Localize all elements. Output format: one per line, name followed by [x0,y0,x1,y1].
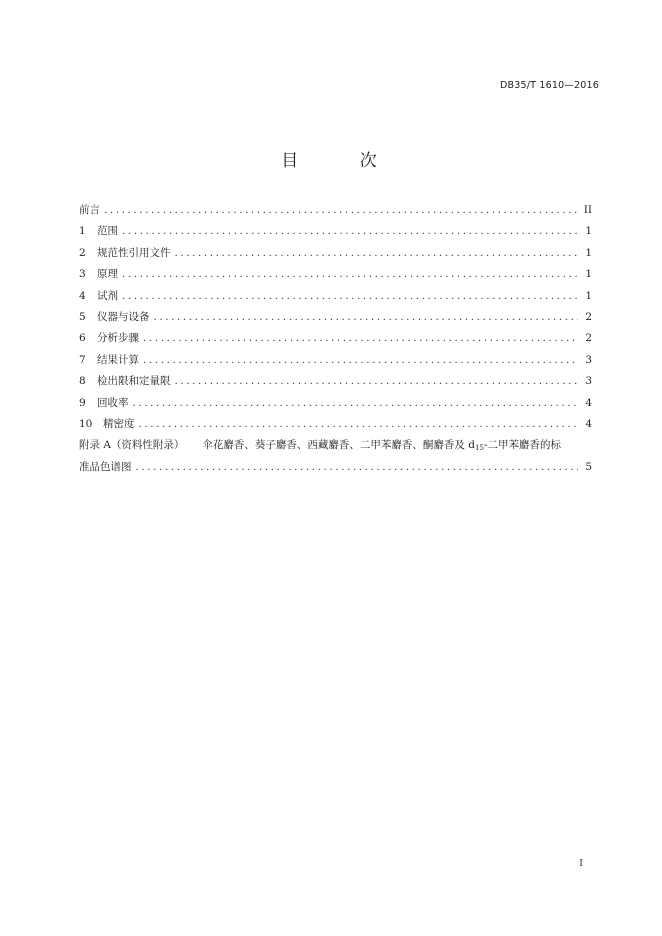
toc-number: 1 [79,225,86,238]
toc-label: 结果计算 [97,353,139,366]
page-title: 目 次 [281,151,405,171]
toc-page: 1 [585,268,592,281]
standard-code: DB35/T 1610—2016 [500,80,599,91]
toc-entry-5[interactable] [79,307,592,328]
toc-leader [175,371,579,392]
toc-number: 8 [79,375,86,388]
appendix-subscript: 15 [474,444,484,453]
appendix-title-part2: -二甲苯麝香的标 [483,439,561,452]
toc-leader [122,264,578,285]
toc-leader [139,414,579,435]
toc-entry-7[interactable] [79,350,592,371]
toc-label: 前言 [79,204,100,216]
toc-number: 5 [79,310,86,323]
toc-number: 2 [79,246,86,259]
toc-label: 规范性引用文件 [97,246,171,259]
toc-entry-8[interactable] [79,371,592,392]
toc-number: 7 [79,353,86,366]
toc-number: 4 [79,289,86,302]
toc-entry-2[interactable] [79,243,592,264]
toc-number: 6 [79,332,86,345]
toc-leader [175,243,579,264]
toc-label: 分析步骤 [97,332,139,345]
appendix-prefix: 附录 A（资料性附录） [79,439,185,452]
toc-leader [104,200,578,221]
toc-label: 原理 [97,268,118,281]
toc-number: 10 [79,417,93,430]
toc-label: 检出限和定量限 [97,375,171,388]
toc-entry-4[interactable] [79,286,592,307]
toc-entry-appendix-a[interactable] [79,435,592,478]
toc-page: 5 [585,460,592,473]
appendix-title-part1: 伞花麝香、葵子麝香、西藏麝香、二甲苯麝香、酮麝香及 d [202,439,475,452]
toc-leader [154,307,579,328]
toc-page: 4 [585,396,592,409]
appendix-first-line [79,435,592,456]
page-number: I [579,858,583,869]
toc-page: 4 [585,417,592,430]
table-of-contents [79,200,592,478]
toc-leader [122,286,578,307]
toc-entry-6[interactable] [79,328,592,349]
toc-leader [143,328,578,349]
toc-label: 仪器与设备 [97,310,150,323]
toc-leader [143,350,578,371]
appendix-second-line [79,457,592,478]
toc-entry-1[interactable] [79,221,592,242]
toc-page: 3 [585,353,592,366]
toc-entry-3[interactable] [79,264,592,285]
toc-leader [133,393,579,414]
toc-label: 范围 [97,225,118,238]
toc-entry-foreword[interactable] [79,200,592,221]
toc-page: 1 [585,246,592,259]
toc-leader [136,457,579,478]
toc-page: 2 [585,332,592,345]
appendix-title-part3: 准品色谱图 [79,460,132,473]
toc-label: 精密度 [103,417,135,430]
toc-number: 3 [79,268,86,281]
toc-page: II [583,204,592,216]
toc-entry-9[interactable] [79,393,592,414]
toc-page: 1 [585,289,592,302]
toc-label: 试剂 [97,289,118,302]
toc-number: 9 [79,396,86,409]
toc-label: 回收率 [97,396,129,409]
toc-leader [122,221,578,242]
toc-entry-10[interactable] [79,414,592,435]
toc-page: 1 [585,225,592,238]
toc-page: 2 [585,310,592,323]
toc-page: 3 [585,375,592,388]
